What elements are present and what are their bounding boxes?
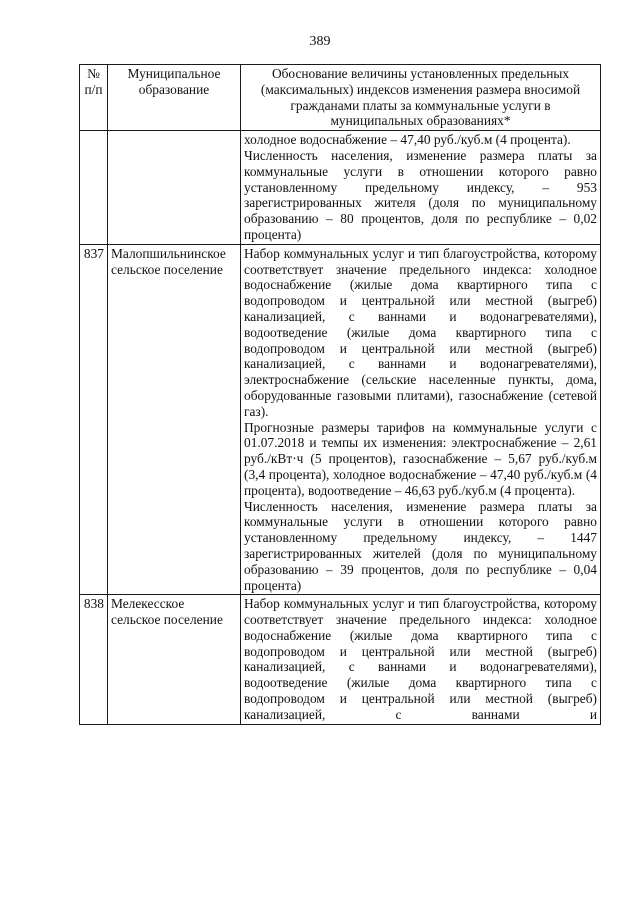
row-justification [241, 244, 601, 595]
row-number: 838 [80, 595, 108, 724]
row-number [80, 131, 108, 245]
row-number: 837 [80, 244, 108, 595]
row-municipality: Мелекесское сельское поселение [108, 595, 241, 724]
header-justification: Обоснование величины установленных предельных (максимальных) индексов изменения размера вносимой гражданами платы за коммунальные услуги в муниципальных образованиях* [241, 65, 601, 131]
row-justification [241, 131, 601, 245]
justification-paragraph: Набор коммунальных услуг и тип благоустройства, которому соответствует значение предельного индекса: холодное водоснабжение (жилые дома квартирного типа с водопроводом и центральной или местной (выгреб) канализацией, с ваннами и водонагревателями), водоотведение (жилые дома квартирного типа с водопроводом и центральной или местной (выгреб) канализацией, с ваннами и водонагревателями), электроснабжение (сельские населенные пункты, дома, оборудованные газовыми плитами), газоснабжение (сетевой газ). [244, 245, 597, 419]
table-row [80, 595, 601, 724]
justification-paragraph: Прогнозные размеры тарифов на коммунальные услуги с 01.07.2018 и темпы их изменения: электроснабжение – 2,61 руб./кВт·ч (5 процентов), газоснабжение – 5,67 руб./куб.м (3,4 процента), холодное водоснабжение – 47,40 руб./куб.м (4 процента), водоотведение – 46,63 руб./куб.м (4 процента). [244, 419, 597, 498]
table-row [80, 244, 601, 595]
justification-paragraph: холодное водоснабжение – 47,40 руб./куб.м (4 процента). [244, 132, 571, 148]
page-number: 389 [309, 34, 331, 49]
row-municipality [108, 131, 241, 245]
table-header-row [80, 65, 601, 131]
header-num: № п/п [80, 65, 108, 131]
tariff-index-table [79, 64, 601, 725]
justification-paragraph: Численность населения, изменение размера платы за коммунальные услуги в отношении которого равно установленному предельному индексу, – 953 зарегистрированных жителя (доля по муниципальному образованию – 80 процентов, доля по республике – 0,02 процента) [244, 147, 597, 242]
table-row [80, 131, 601, 245]
justification-paragraph: Набор коммунальных услуг и тип благоустройства, которому соответствует значение предельного индекса: холодное водоснабжение (жилые дома квартирного типа с водопроводом и центральной или местной (выгреб) канализацией, с ваннами и водонагревателями), водоотведение (жилые дома квартирного типа с водопроводом и центральной или местной (выгреб) канализацией, с ваннами и [244, 596, 597, 722]
row-justification [241, 595, 601, 724]
row-municipality: Малопшильнинское сельское поселение [108, 244, 241, 595]
justification-paragraph: Численность населения, изменение размера платы за коммунальные услуги в отношении которого равно установленному предельному индексу, – 1447 зарегистрированных жителей (доля по муниципальному образованию – 39 процентов, доля по республике – 0,04 процента) [244, 498, 597, 593]
header-municipality: Муниципальное образование [108, 65, 241, 131]
